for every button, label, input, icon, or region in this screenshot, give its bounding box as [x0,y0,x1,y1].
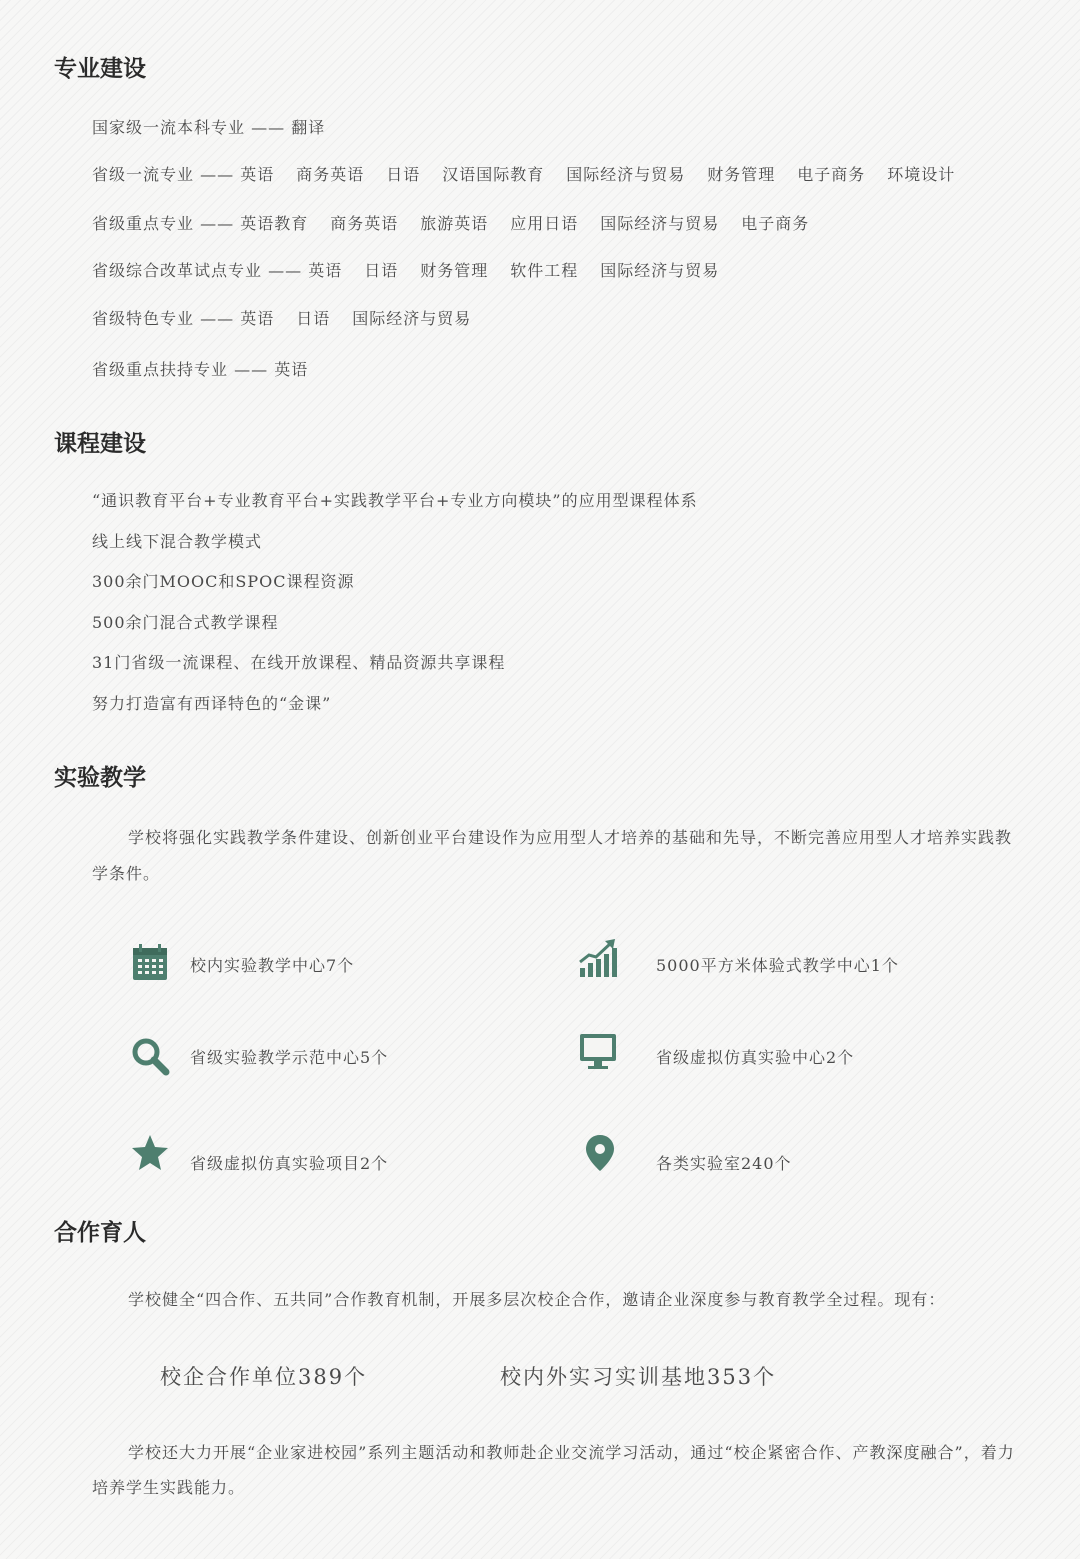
curriculum-line: 300余门MOOC和SPOC课程资源 [92,572,355,591]
major-item: 英语 [274,360,309,379]
major-item: 国际经济与贸易 [600,214,720,233]
major-item: 翻译 [291,118,326,137]
curriculum-line: 努力打造富有西译特色的“金课” [92,694,332,713]
bar-chart-icon [578,938,618,978]
major-item: 环境设计 [887,165,956,184]
major-row-provincial-key [92,211,809,234]
stat-text: 省级虚拟仿真实验中心2个 [656,1048,855,1067]
curriculum-line: 500余门混合式教学课程 [92,613,279,632]
monitor-icon [578,1031,618,1071]
major-row-prefix: 省级特色专业 —— [92,309,241,328]
calendar-icon [130,943,170,983]
cooperation-highlight: 校企合作单位389个 [160,1365,368,1389]
location-pin-icon [580,1133,620,1173]
major-item: 日语 [364,261,399,280]
major-item: 软件工程 [510,261,579,280]
star-icon [130,1133,170,1173]
major-item: 商务英语 [330,214,399,233]
major-row-key-support [92,357,308,380]
section-heading-cooperative-education: 合作育人 [54,1220,146,1246]
major-item: 国际经济与贸易 [600,261,720,280]
curriculum-line: 线上线下混合教学模式 [92,532,263,551]
major-item: 财务管理 [420,261,489,280]
major-row-prefix: 省级综合改革试点专业 —— [92,261,309,280]
major-row-reform-pilot [92,258,719,281]
major-item: 国际经济与贸易 [352,309,472,328]
stat-text: 5000平方米体验式教学中心1个 [656,956,899,975]
curriculum-line: 31门省级一流课程、在线开放课程、精品资源共享课程 [92,653,506,672]
search-icon [130,1036,170,1076]
major-item: 电子商务 [741,214,810,233]
curriculum-line: “通识教育平台+专业教育平台+实践教学平台+专业方向模块”的应用型课程体系 [92,491,698,510]
section-heading-experimental-teaching: 实验教学 [54,765,146,791]
major-row-national [92,115,325,138]
stat-text: 校内实验教学中心7个 [190,956,355,975]
major-item: 电子商务 [797,165,866,184]
major-item: 英语 [308,261,343,280]
major-row-prefix: 省级重点专业 —— [92,214,241,233]
major-row-characteristic [92,306,471,329]
major-row-prefix: 省级重点扶持专业 —— [92,360,275,379]
major-row-provincial-first-class [92,162,955,185]
major-item: 应用日语 [510,214,579,233]
major-item: 国际经济与贸易 [566,165,686,184]
section-heading-curriculum: 课程建设 [54,431,146,457]
major-row-prefix: 国家级一流本科专业 —— [92,118,292,137]
major-item: 汉语国际教育 [442,165,545,184]
section-heading-major-construction: 专业建设 [54,56,146,82]
cooperation-paragraph: 学校健全“四合作、五共同”合作教育机制，开展多层次校企合作，邀请企业深度参与教育教学全过程。现有： [128,1290,946,1309]
major-item: 日语 [386,165,421,184]
major-item: 英语 [240,309,275,328]
major-item: 旅游英语 [420,214,489,233]
stat-text: 省级虚拟仿真实验项目2个 [190,1154,389,1173]
experimental-teaching-paragraph: 学校将强化实践教学条件建设、创新创业平台建设作为应用型人才培养的基础和先导，不断完善应用型人才培养实践教学条件。 [92,828,1013,883]
major-item: 日语 [296,309,331,328]
major-item: 商务英语 [296,165,365,184]
stat-text: 各类实验室240个 [656,1154,792,1173]
major-item: 英语教育 [240,214,309,233]
major-item: 财务管理 [707,165,776,184]
enterprise-activity-paragraph: 学校还大力开展“企业家进校园”系列主题活动和教师赴企业交流学习活动，通过“校企紧密合作、产教深度融合”，着力培养学生实践能力。 [92,1443,1015,1497]
stat-text: 省级实验教学示范中心5个 [190,1048,389,1067]
major-item: 英语 [240,165,275,184]
major-row-prefix: 省级一流专业 —— [92,165,241,184]
cooperation-highlight: 校内外实习实训基地353个 [500,1365,777,1389]
